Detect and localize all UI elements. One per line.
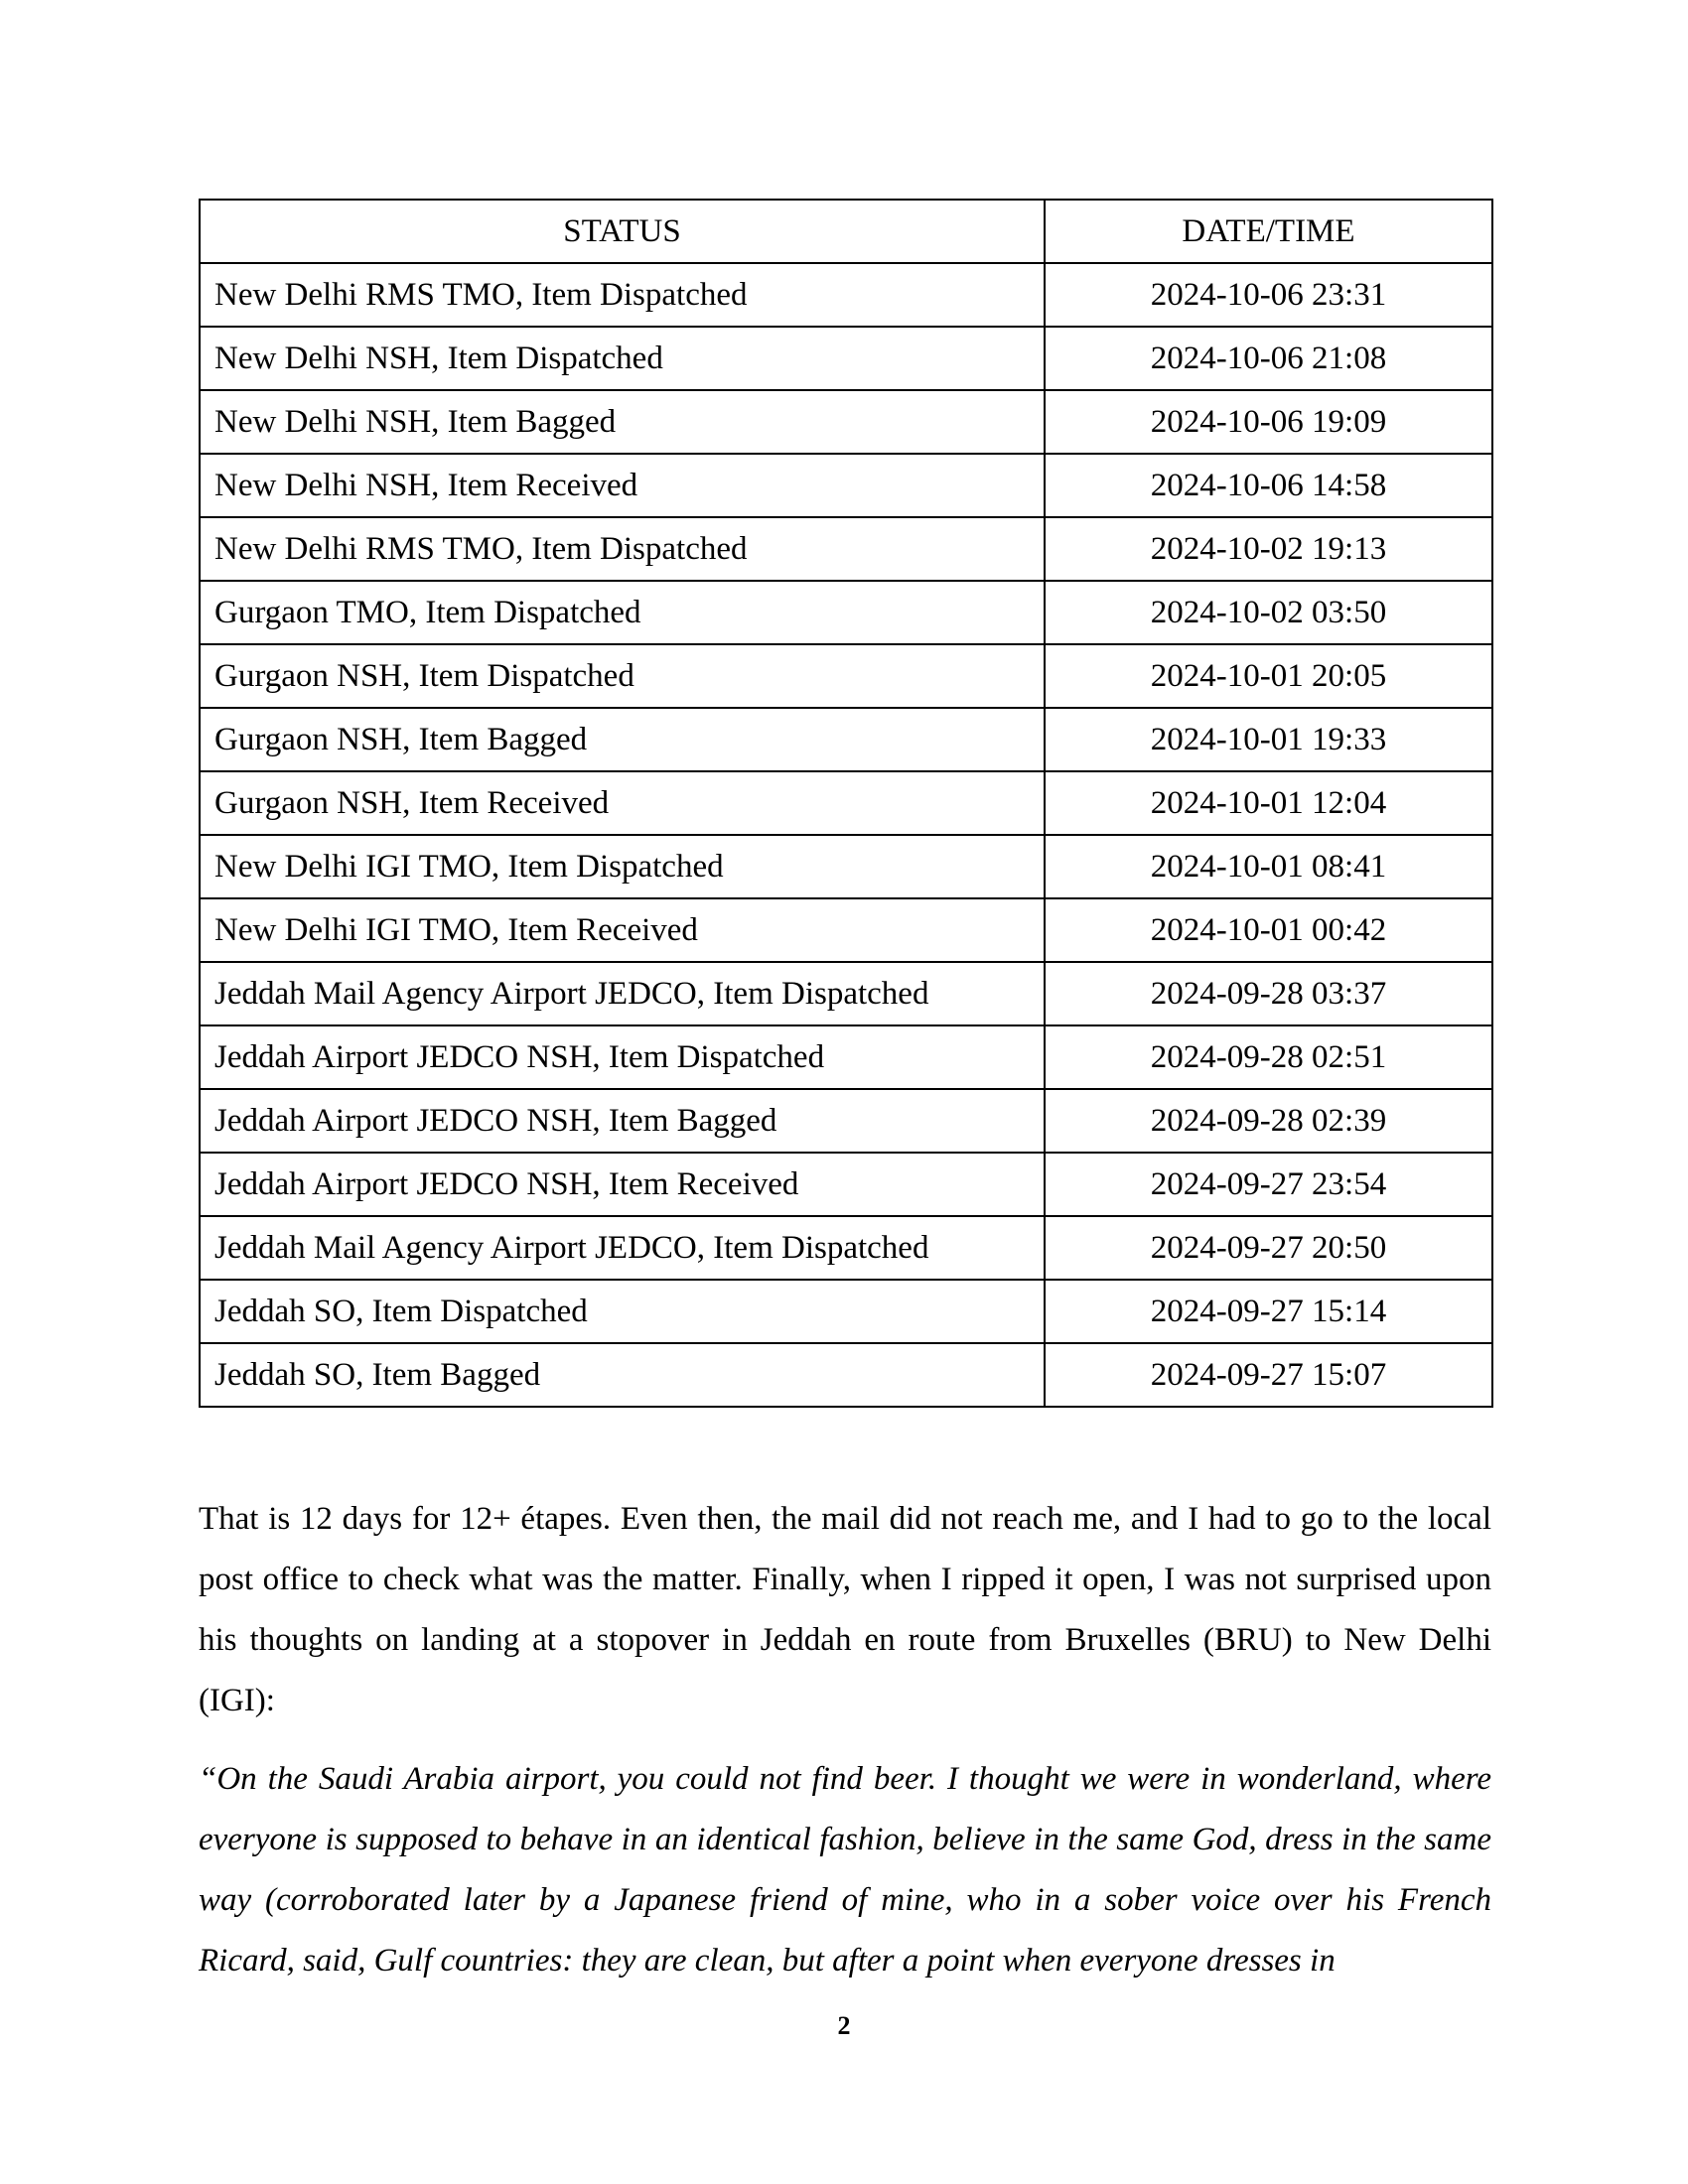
datetime-cell: 2024-09-28 03:37	[1045, 962, 1492, 1025]
table-row	[200, 1280, 1492, 1343]
datetime-cell: 2024-10-01 08:41	[1045, 835, 1492, 898]
datetime-cell: 2024-10-02 03:50	[1045, 581, 1492, 644]
status-cell: Jeddah Airport JEDCO NSH, Item Received	[200, 1153, 1045, 1216]
datetime-cell: 2024-10-06 19:09	[1045, 390, 1492, 454]
datetime-cell: 2024-09-27 23:54	[1045, 1153, 1492, 1216]
table-row	[200, 390, 1492, 454]
datetime-cell: 2024-10-01 19:33	[1045, 708, 1492, 771]
datetime-cell: 2024-10-06 23:31	[1045, 263, 1492, 327]
datetime-cell: 2024-10-06 14:58	[1045, 454, 1492, 517]
status-cell: Jeddah Airport JEDCO NSH, Item Bagged	[200, 1089, 1045, 1153]
datetime-cell: 2024-10-06 21:08	[1045, 327, 1492, 390]
status-cell: New Delhi NSH, Item Received	[200, 454, 1045, 517]
status-cell: Jeddah SO, Item Bagged	[200, 1343, 1045, 1407]
status-column-header: STATUS	[200, 200, 1045, 263]
table-row	[200, 1025, 1492, 1089]
status-cell: New Delhi RMS TMO, Item Dispatched	[200, 263, 1045, 327]
datetime-column-header: DATE/TIME	[1045, 200, 1492, 263]
datetime-cell: 2024-09-28 02:39	[1045, 1089, 1492, 1153]
table-row	[200, 708, 1492, 771]
body-paragraph: That is 12 days for 12+ étapes. Even then, the mail did not reach me, and I had to go to the local post office to check what was the matter. Finally, when I ripped it open, I was not surprised upon his thoughts on landing at a stopover in Jeddah en route from Bruxelles (BRU) to New Delhi (IGI):	[199, 1501, 1491, 1718]
status-cell: Gurgaon NSH, Item Bagged	[200, 708, 1045, 771]
table-row	[200, 1153, 1492, 1216]
table-header-row	[200, 200, 1492, 263]
status-cell: Jeddah Mail Agency Airport JEDCO, Item Dispatched	[200, 1216, 1045, 1280]
datetime-cell: 2024-10-01 00:42	[1045, 898, 1492, 962]
status-cell: Jeddah Airport JEDCO NSH, Item Dispatched	[200, 1025, 1045, 1089]
datetime-cell: 2024-09-28 02:51	[1045, 1025, 1492, 1089]
status-cell: New Delhi RMS TMO, Item Dispatched	[200, 517, 1045, 581]
table-row	[200, 1343, 1492, 1407]
table-row	[200, 771, 1492, 835]
table-row	[200, 1216, 1492, 1280]
table-row	[200, 327, 1492, 390]
status-cell: New Delhi IGI TMO, Item Received	[200, 898, 1045, 962]
datetime-cell: 2024-09-27 20:50	[1045, 1216, 1492, 1280]
status-cell: Gurgaon NSH, Item Received	[200, 771, 1045, 835]
status-cell: Jeddah Mail Agency Airport JEDCO, Item Dispatched	[200, 962, 1045, 1025]
table-row	[200, 962, 1492, 1025]
table-row	[200, 581, 1492, 644]
page-number: 2	[837, 2011, 851, 2040]
datetime-cell: 2024-10-02 19:13	[1045, 517, 1492, 581]
datetime-cell: 2024-09-27 15:07	[1045, 1343, 1492, 1407]
datetime-cell: 2024-10-01 20:05	[1045, 644, 1492, 708]
status-cell: Gurgaon NSH, Item Dispatched	[200, 644, 1045, 708]
status-cell: New Delhi NSH, Item Bagged	[200, 390, 1045, 454]
status-cell: New Delhi NSH, Item Dispatched	[200, 327, 1045, 390]
table-row	[200, 1089, 1492, 1153]
table-row	[200, 835, 1492, 898]
datetime-cell: 2024-09-27 15:14	[1045, 1280, 1492, 1343]
table-row	[200, 644, 1492, 708]
tracking-status-table	[199, 199, 1493, 1408]
status-cell: Jeddah SO, Item Dispatched	[200, 1280, 1045, 1343]
status-cell: Gurgaon TMO, Item Dispatched	[200, 581, 1045, 644]
table-row	[200, 263, 1492, 327]
table-row	[200, 517, 1492, 581]
table-row	[200, 898, 1492, 962]
datetime-cell: 2024-10-01 12:04	[1045, 771, 1492, 835]
quote-paragraph: “On the Saudi Arabia airport, you could not find beer. I thought we were in wonderland, where everyone is supposed to behave in an identical fashion, believe in the same God, dress in the same way (corroborated later by a Japanese friend of mine, who in a sober voice over his French Ricard, said, Gulf countries: they are clean, but after a point when everyone dresses in	[199, 1761, 1491, 1979]
status-cell: New Delhi IGI TMO, Item Dispatched	[200, 835, 1045, 898]
table-row	[200, 454, 1492, 517]
